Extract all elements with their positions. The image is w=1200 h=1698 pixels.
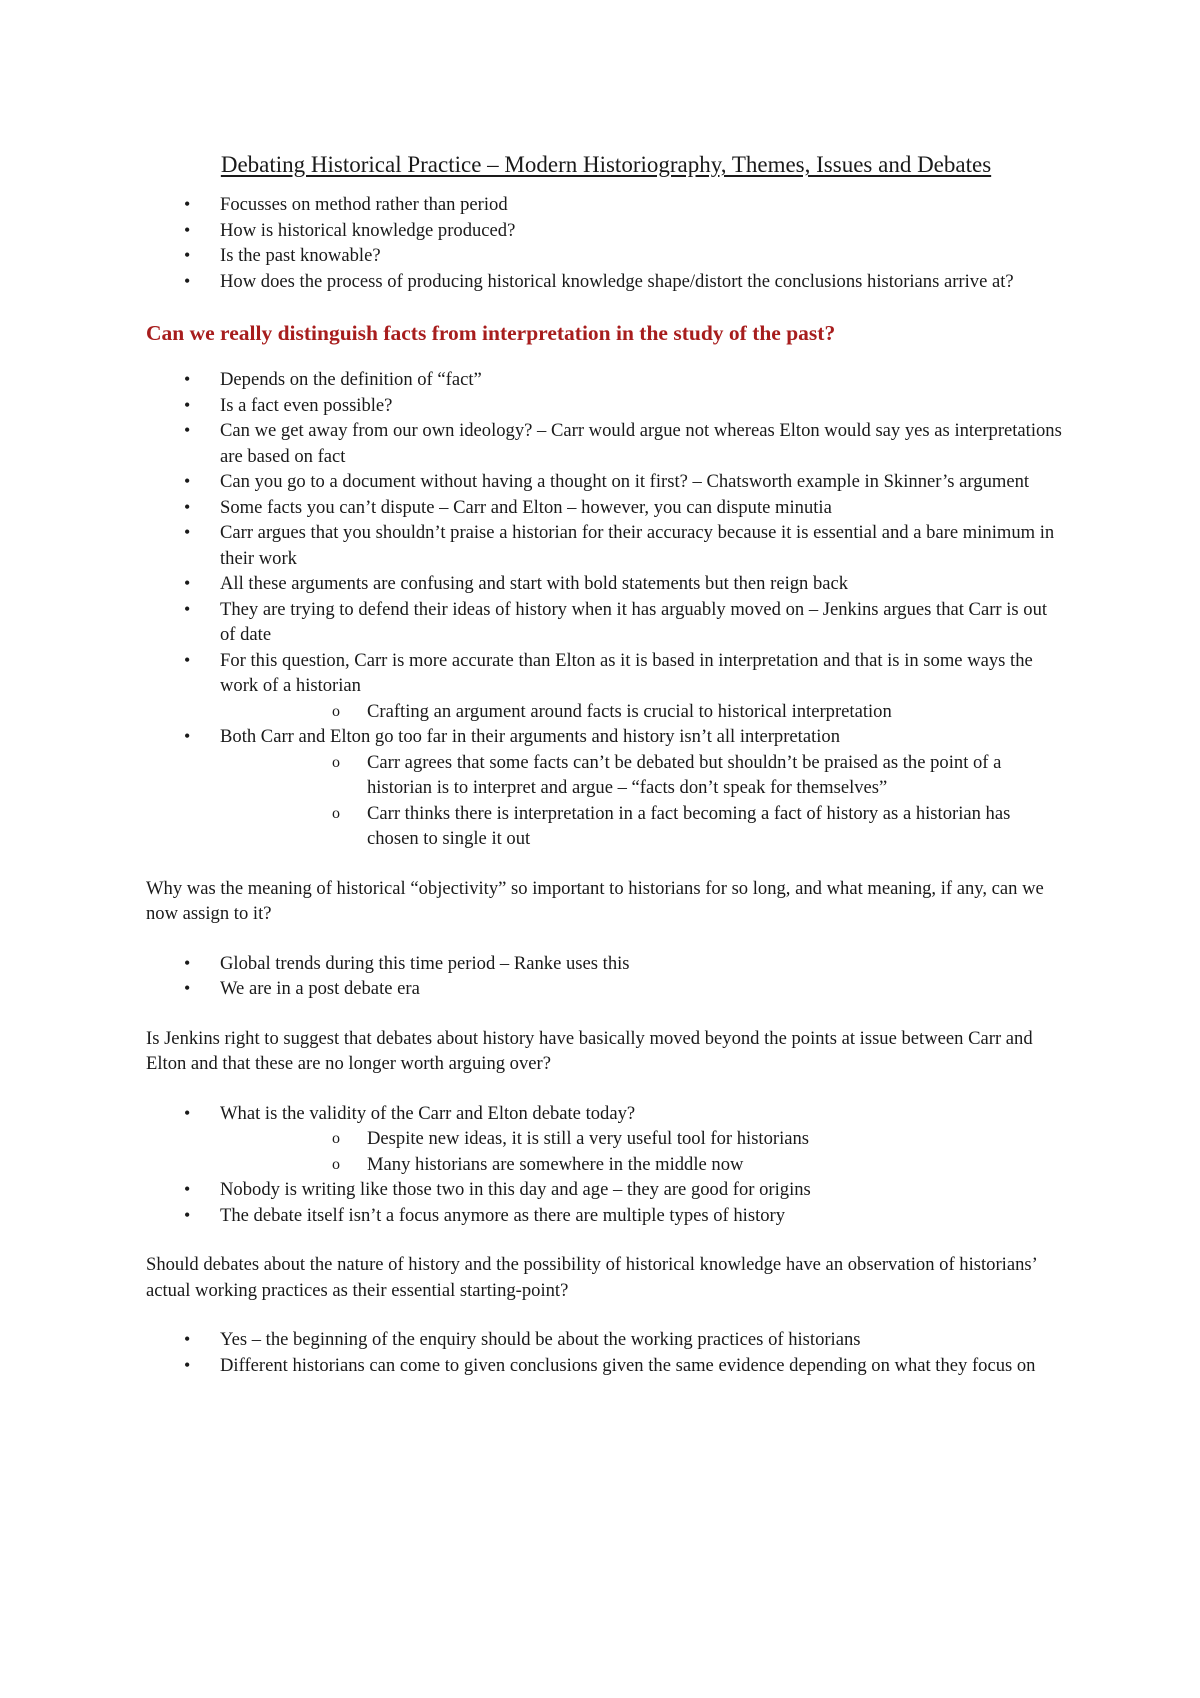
section4-bullet-list [146, 1327, 1066, 1378]
spacer [146, 1228, 1066, 1252]
list-item: • What is the validity of the Carr and Elton debate today? [146, 1101, 1066, 1127]
question-paragraph: Should debates about the nature of history and the possibility of historical knowledge have an observation of historians’ actual working practices as their essential starting-point? [146, 1254, 1037, 1301]
document-title: Debating Historical Practice – Modern Historiography, Themes, Issues and Debates [220, 152, 992, 177]
section3-bullet-list [146, 1101, 1066, 1229]
list-item: • We are in a post debate era [146, 976, 1066, 1002]
section1-bullet-list [146, 367, 1066, 852]
list-item: • Is a fact even possible? [146, 393, 1066, 419]
list-item: • Nobody is writing like those two in this day and age – they are good for origins [146, 1177, 1066, 1203]
sub-list-item: o Carr agrees that some facts can’t be debated but shouldn’t be praised as the point of a historian is to interpret and argue – “facts don’t speak for themselves” [146, 750, 1066, 801]
list-item: • Carr argues that you shouldn’t praise a historian for their accuracy because it is essential and a bare minimum in their work [146, 520, 1066, 571]
list-item: • Is the past knowable? [146, 243, 1066, 269]
list-item: • Focusses on method rather than period [146, 192, 1066, 218]
question-paragraph: Why was the meaning of historical “objectivity” so important to historians for so long, and what meaning, if any, can we now assign to it? [146, 877, 1044, 924]
list-item: • Depends on the definition of “fact” [146, 367, 1066, 393]
list-item: • Yes – the beginning of the enquiry should be about the working practices of historians [146, 1327, 1066, 1353]
list-item: • For this question, Carr is more accurate than Elton as it is based in interpretation and that is in some ways the work of a historian [146, 648, 1066, 699]
list-item: • Both Carr and Elton go too far in their arguments and history isn’t all interpretation [146, 724, 1066, 750]
section-heading: Can we really distinguish facts from interpretation in the study of the past? [146, 321, 836, 345]
list-item: • All these arguments are confusing and start with bold statements but then reign back [146, 571, 1066, 597]
sub-list-item: o Despite new ideas, it is still a very useful tool for historians [146, 1126, 1066, 1152]
question-paragraph: Is Jenkins right to suggest that debates about history have basically moved beyond the points at issue between Carr and Elton and that these are no longer worth arguing over? [146, 1027, 1033, 1074]
list-item: • How does the process of producing historical knowledge shape/distort the conclusions historians arrive at? [146, 269, 1066, 295]
sub-list-item: o Carr thinks there is interpretation in a fact becoming a fact of history as a historian has chosen to single it out [146, 801, 1066, 852]
list-item: • Global trends during this time period – Ranke uses this [146, 951, 1066, 977]
section2-bullet-list [146, 951, 1066, 1002]
list-item: • Can you go to a document without having a thought on it first? – Chatsworth example in Skinner’s argument [146, 469, 1066, 495]
list-item: • Different historians can come to given conclusions given the same evidence depending on what they focus on [146, 1353, 1066, 1379]
spacer [146, 1002, 1066, 1026]
list-item: • Some facts you can’t dispute – Carr and Elton – however, you can dispute minutia [146, 495, 1066, 521]
list-item: • Can we get away from our own ideology? – Carr would argue not whereas Elton would say yes as interpretations are based on fact [146, 418, 1066, 469]
list-item: • How is historical knowledge produced? [146, 218, 1066, 244]
document-page [146, 148, 1066, 1378]
intro-bullet-list [146, 192, 1066, 294]
spacer [146, 852, 1066, 876]
sub-list-item: o Crafting an argument around facts is crucial to historical interpretation [146, 699, 1066, 725]
list-item: • The debate itself isn’t a focus anymore as there are multiple types of history [146, 1203, 1066, 1229]
spacer [146, 294, 1066, 318]
sub-list-item: o Many historians are somewhere in the middle now [146, 1152, 1066, 1178]
list-item: • They are trying to defend their ideas of history when it has arguably moved on – Jenkins argues that Carr is out of date [146, 597, 1066, 648]
